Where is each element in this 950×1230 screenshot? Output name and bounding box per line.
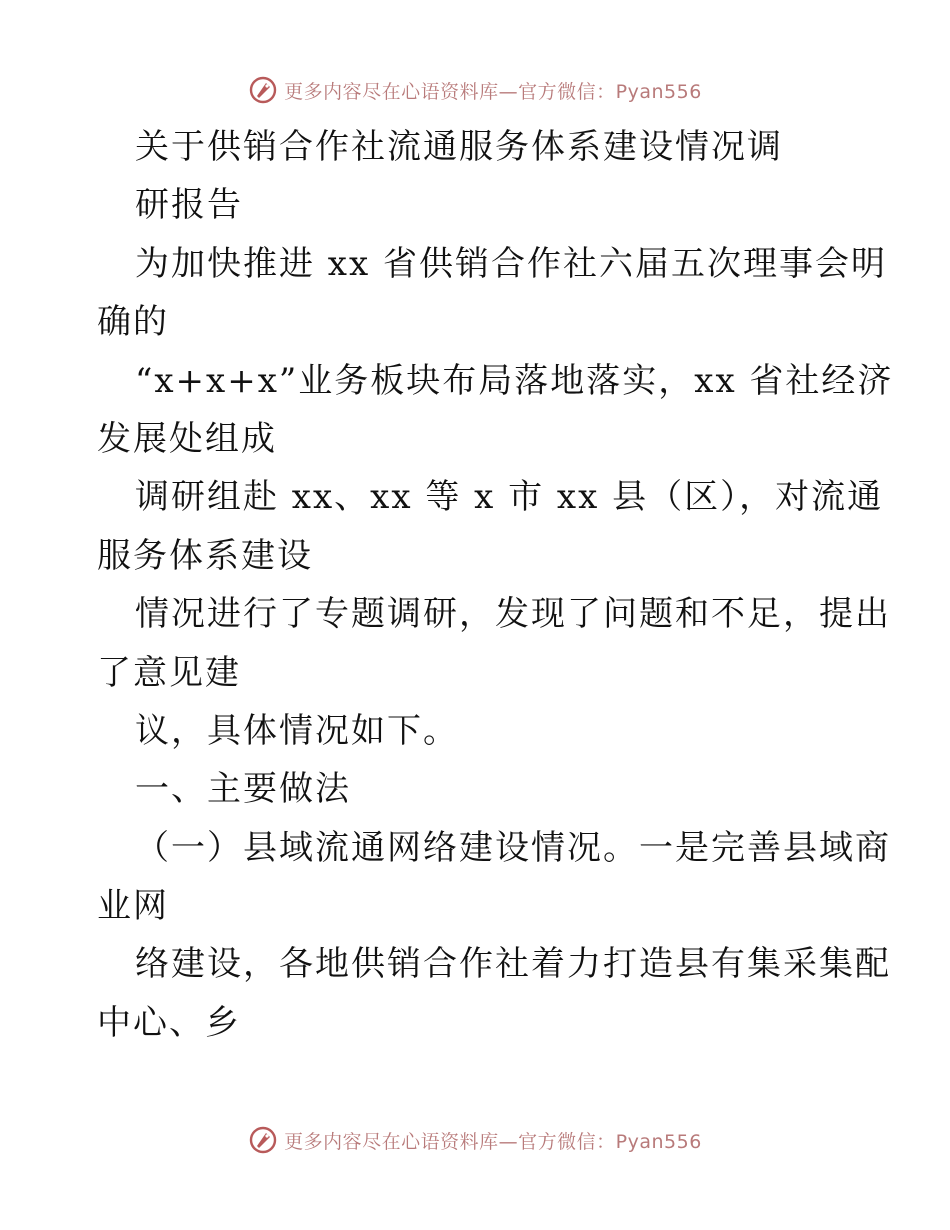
section-heading: 一、主要做法 [135, 769, 351, 810]
paragraph-line: （一）县域流通网络建设情况。一是完善县域商 [135, 827, 891, 868]
paragraph-line: 议，具体情况如下。 [135, 710, 459, 751]
title-line-1: 关于供销合作社流通服务体系建设情况调 [135, 127, 783, 167]
paragraph-line: 调研组赴 xx、xx 等 x 市 xx 县（区），对流通 [135, 477, 884, 518]
paragraph-line: 发展处组成 [97, 418, 277, 459]
document-body [97, 118, 894, 1052]
pen-nib-circle-icon [248, 75, 278, 105]
watermark-text: 更多内容尽在心语资料库—官方微信：Pyan556 [284, 80, 702, 103]
footer-watermark [0, 1120, 950, 1160]
paragraph-line: 络建设，各地供销合作社着力打造县有集采集配 [135, 944, 891, 985]
paragraph-line: “x+x+x”业务板块布局落地落实，xx 省社经济 [135, 360, 894, 401]
header-watermark [0, 70, 950, 110]
paragraph-line: 确的 [97, 302, 169, 343]
paragraph-line: 情况进行了专题调研，发现了问题和不足，提出 [135, 594, 891, 635]
watermark-text: 更多内容尽在心语资料库—官方微信：Pyan556 [284, 1130, 702, 1153]
paragraph-line: 服务体系建设 [97, 535, 313, 576]
paragraph-line: 为加快推进 xx 省供销合作社六届五次理事会明 [135, 243, 887, 284]
title-line-2: 研报告 [135, 185, 243, 226]
paragraph-line: 中心、乡 [97, 1002, 241, 1043]
paragraph-line: 了意见建 [97, 652, 241, 693]
pen-nib-circle-icon [248, 1125, 278, 1155]
paragraph-line: 业网 [97, 886, 169, 927]
